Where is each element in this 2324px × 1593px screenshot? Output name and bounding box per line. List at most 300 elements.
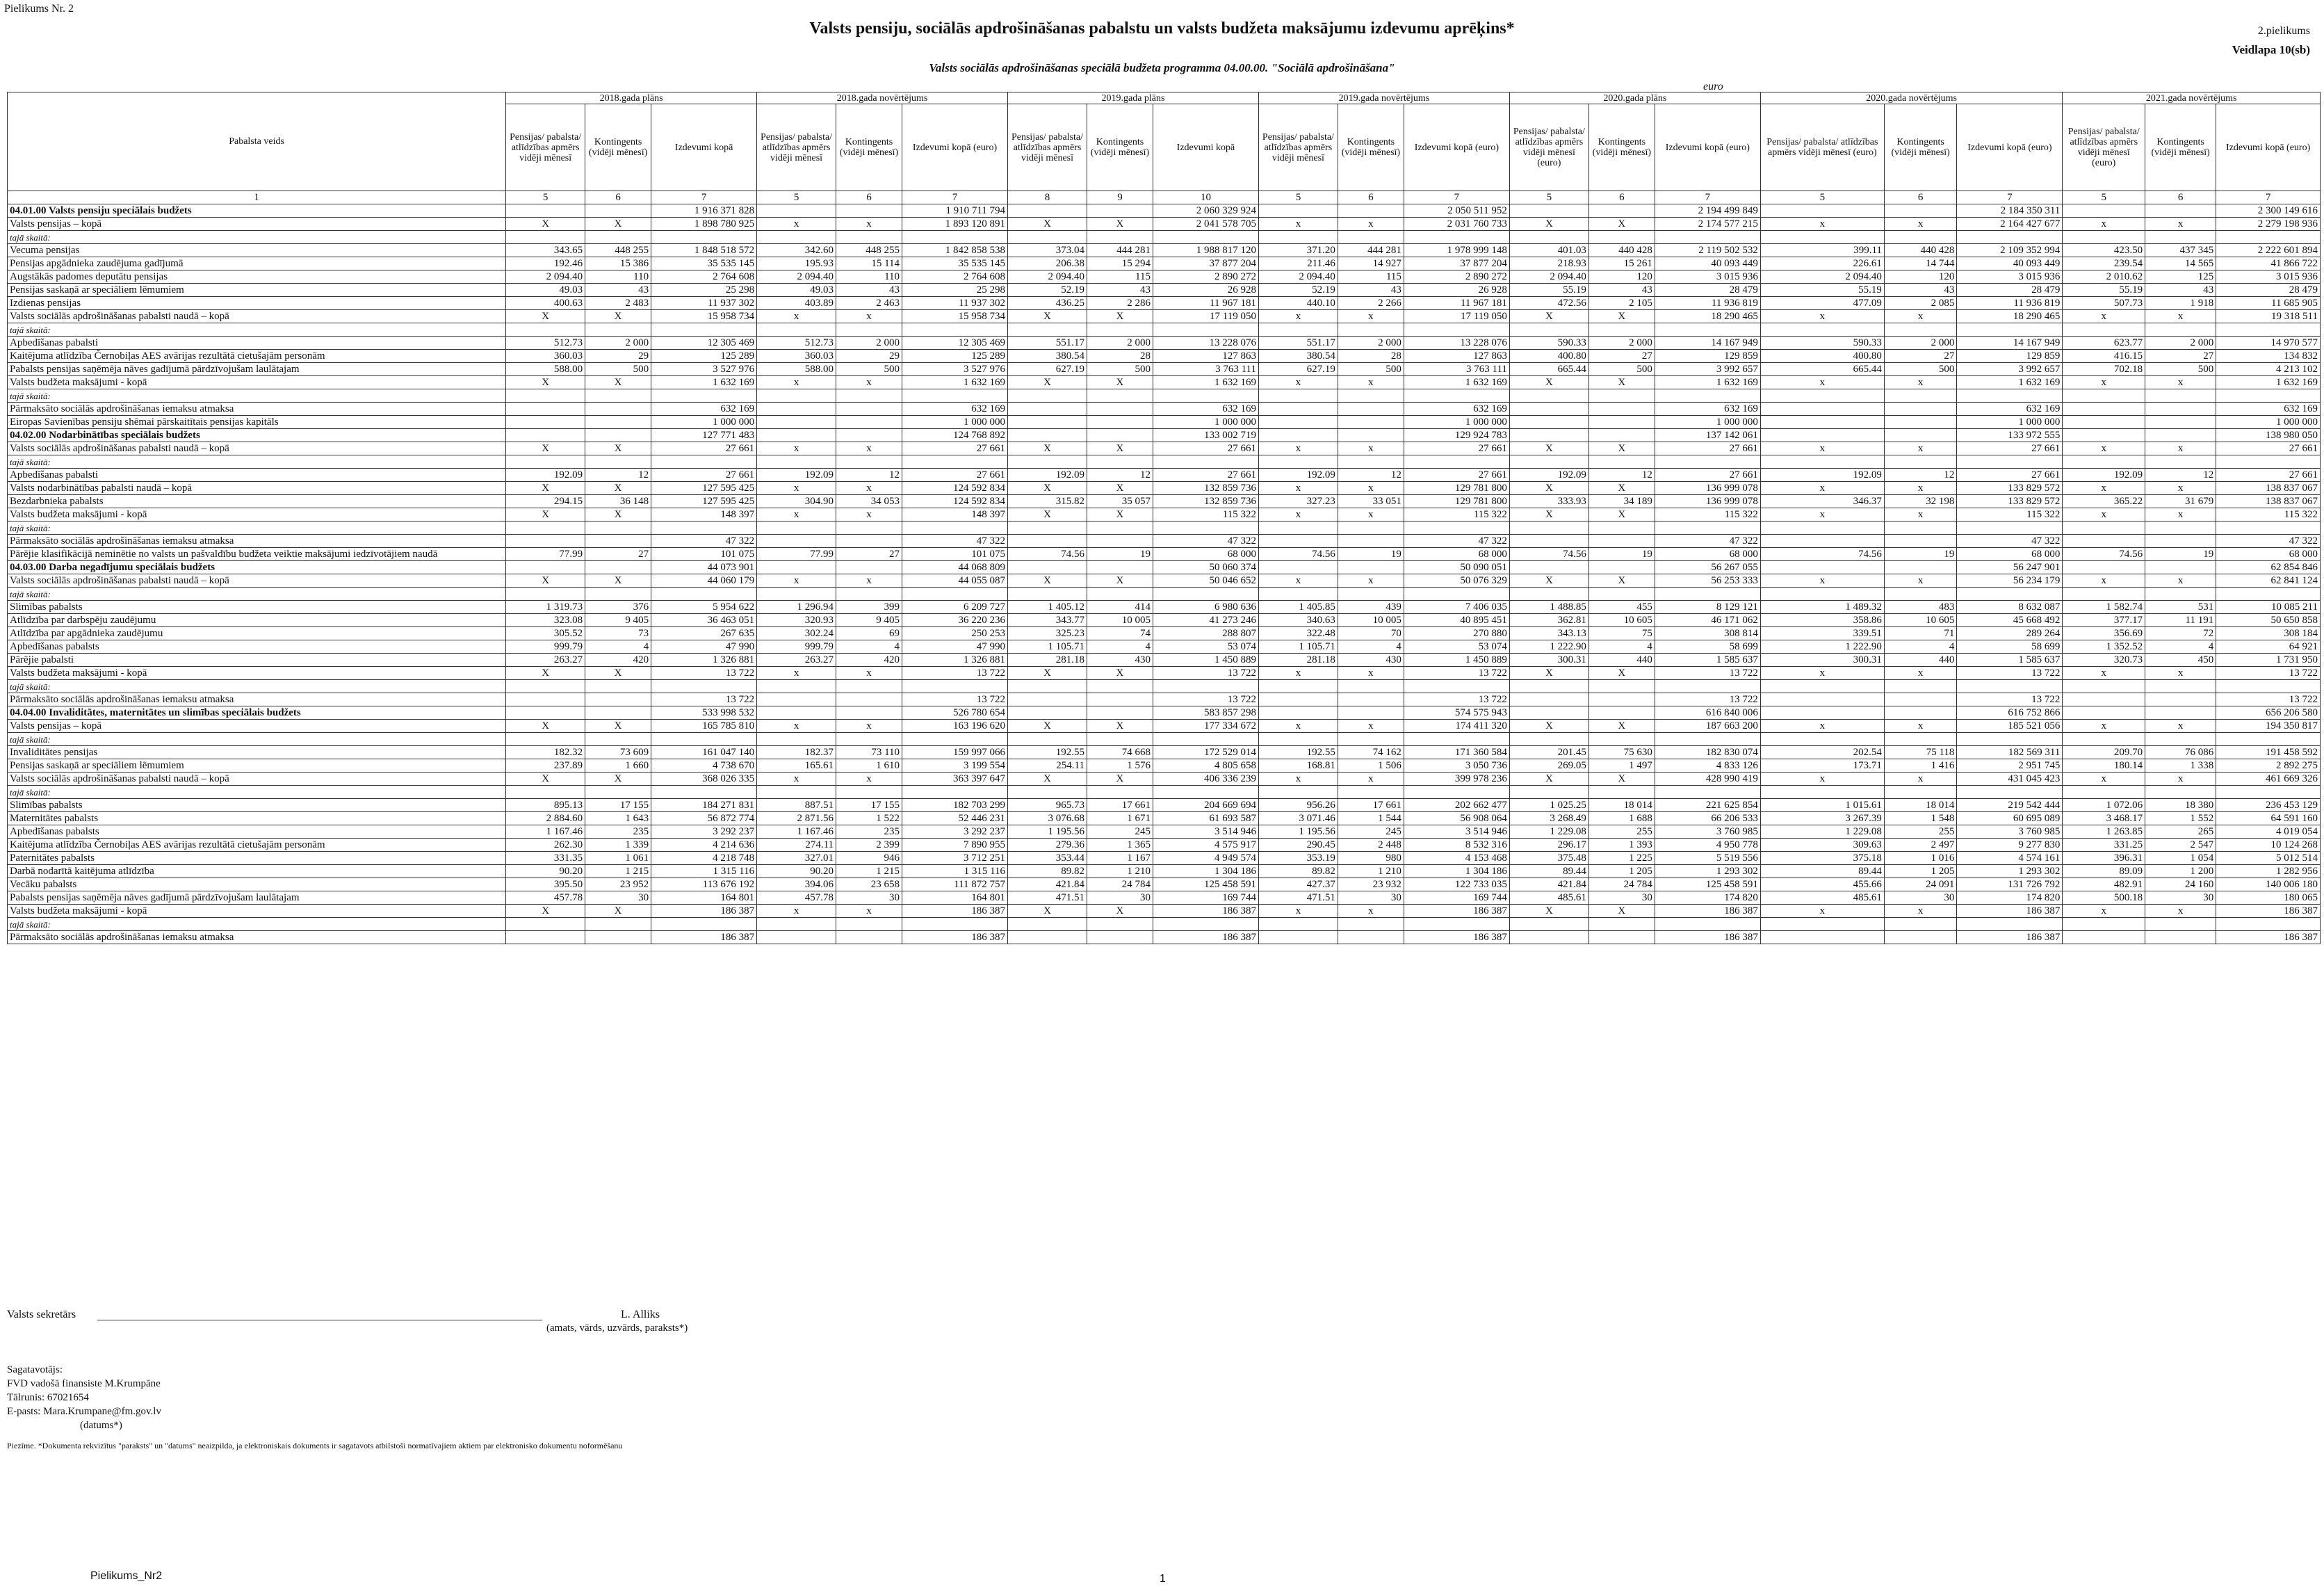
table-cell: 174 820 <box>1957 891 2063 905</box>
table-cell: 19 <box>1087 548 1153 561</box>
table-cell: 43 <box>1588 284 1655 297</box>
table-cell <box>585 931 651 944</box>
table-cell: 64 921 <box>2216 640 2321 654</box>
table-cell <box>1338 389 1404 403</box>
table-cell: 304.90 <box>757 495 836 508</box>
table-cell: 632 169 <box>2216 403 2321 416</box>
table-cell: X <box>1008 773 1087 786</box>
table-cell: 14 167 949 <box>1957 337 2063 350</box>
table-cell: X <box>1509 667 1588 680</box>
table-cell: 1 632 169 <box>1404 376 1509 389</box>
table-cell: 47 322 <box>1404 535 1509 548</box>
table-cell: 12 <box>1884 469 1956 482</box>
row-label: tajā skaitā: <box>8 680 506 693</box>
table-cell: 177 334 672 <box>1153 720 1258 733</box>
table-cell <box>1153 786 1258 799</box>
table-cell: x <box>1338 720 1404 733</box>
table-cell: 1 195.56 <box>1008 825 1087 839</box>
table-cell: 161 047 140 <box>651 746 757 759</box>
table-cell: X <box>506 376 585 389</box>
row-label: tajā skaitā: <box>8 521 506 535</box>
table-cell <box>1404 786 1509 799</box>
table-cell: x <box>2145 667 2216 680</box>
table-cell: 110 <box>585 270 651 284</box>
table-cell: 2 000 <box>585 337 651 350</box>
table-cell <box>1655 680 1760 693</box>
table-cell <box>651 231 757 244</box>
table-cell: 68 000 <box>1153 548 1258 561</box>
table-cell <box>1153 389 1258 403</box>
table-row <box>8 297 2321 310</box>
table-cell: x <box>836 720 902 733</box>
table-cell: 55.19 <box>2063 284 2145 297</box>
table-cell: 3 760 985 <box>1655 825 1760 839</box>
table-row <box>8 601 2321 614</box>
table-cell: 17 661 <box>1087 799 1153 812</box>
table-cell <box>1760 389 1884 403</box>
table-cell: 2 094.40 <box>1760 270 1884 284</box>
table-cell <box>1338 231 1404 244</box>
table-cell: 2 463 <box>836 297 902 310</box>
table-cell: 136 999 078 <box>1655 482 1760 495</box>
table-cell: 1 205 <box>1588 865 1655 878</box>
table-cell <box>1087 693 1153 706</box>
table-cell <box>1588 231 1655 244</box>
table-cell: 255 <box>1588 825 1655 839</box>
table-cell: 47 322 <box>651 535 757 548</box>
row-label: Valsts budžeta maksājumi - kopā <box>8 376 506 389</box>
table-cell <box>1258 455 1338 469</box>
table-cell: x <box>2063 720 2145 733</box>
table-cell <box>1655 521 1760 535</box>
table-cell: 1 105.71 <box>1008 640 1087 654</box>
table-cell: 450 <box>2145 654 2216 667</box>
table-cell: 62 854 846 <box>2216 561 2321 574</box>
table-cell <box>902 786 1008 799</box>
table-cell: 1 352.52 <box>2063 640 2145 654</box>
table-cell <box>1404 323 1509 337</box>
row-label: Apbedīšanas pabalsts <box>8 825 506 839</box>
table-cell <box>836 429 902 442</box>
table-cell: 1 222.90 <box>1509 640 1588 654</box>
table-cell: 45 668 492 <box>1957 614 2063 627</box>
table-cell: 414 <box>1087 601 1153 614</box>
table-cell: x <box>1338 218 1404 231</box>
table-cell: X <box>585 508 651 521</box>
table-cell: 3 292 237 <box>902 825 1008 839</box>
row-label: Pabalsts pensijas saņēmēja nāves gadījumā pārdzīvojušam laulātajam <box>8 363 506 376</box>
table-cell <box>1087 918 1153 931</box>
table-cell: 1 405.85 <box>1258 601 1338 614</box>
table-cell <box>506 455 585 469</box>
table-cell: 1 000 000 <box>902 416 1008 429</box>
table-cell: 194 350 817 <box>2216 720 2321 733</box>
table-cell: 1 195.56 <box>1258 825 1338 839</box>
table-cell <box>1338 429 1404 442</box>
table-cell: 702.18 <box>2063 363 2145 376</box>
table-cell <box>651 786 757 799</box>
table-cell: 2 884.60 <box>506 812 585 825</box>
table-cell: x <box>1258 905 1338 918</box>
table-cell <box>1588 403 1655 416</box>
table-cell <box>1258 918 1338 931</box>
row-label: tajā skaitā: <box>8 231 506 244</box>
table-cell: 180.14 <box>2063 759 2145 773</box>
table-cell: x <box>1884 773 1956 786</box>
table-cell <box>1008 429 1087 442</box>
table-cell <box>506 403 585 416</box>
header-column: Izdevumi kopā (euro) <box>902 104 1008 191</box>
table-cell: 457.78 <box>506 891 585 905</box>
table-cell <box>1760 323 1884 337</box>
header-column: Kontingents (vidēji mēnesī) <box>585 104 651 191</box>
table-row <box>8 231 2321 244</box>
currency-label: euro <box>1703 81 1723 92</box>
table-cell <box>1588 918 1655 931</box>
table-cell: X <box>1588 773 1655 786</box>
date-label: (datums*) <box>80 1420 122 1431</box>
table-cell: 113 676 192 <box>651 878 757 891</box>
table-cell: 250 253 <box>902 627 1008 640</box>
table-cell: X <box>1588 310 1655 323</box>
table-cell <box>1008 680 1087 693</box>
table-cell: 2 194 499 849 <box>1655 204 1760 218</box>
table-cell: 656 206 580 <box>2216 706 2321 720</box>
table-cell: 56 267 055 <box>1655 561 1760 574</box>
column-number: 7 <box>1404 191 1509 204</box>
table-cell: 262.30 <box>506 839 585 852</box>
table-cell: 396.31 <box>2063 852 2145 865</box>
table-cell <box>1404 389 1509 403</box>
table-cell: x <box>757 218 836 231</box>
table-cell: 2 286 <box>1087 297 1153 310</box>
table-cell: 18 014 <box>1884 799 1956 812</box>
table-cell: x <box>836 773 902 786</box>
table-cell: 50 090 051 <box>1404 561 1509 574</box>
table-cell: 47 990 <box>902 640 1008 654</box>
table-cell: 90.20 <box>757 865 836 878</box>
table-cell: 26 928 <box>1153 284 1258 297</box>
table-cell: 296.17 <box>1509 839 1588 852</box>
table-cell: 333.93 <box>1509 495 1588 508</box>
table-cell <box>1404 521 1509 535</box>
table-cell <box>1655 588 1760 601</box>
table-cell <box>1760 918 1884 931</box>
table-cell <box>1760 429 1884 442</box>
table-cell: 440.10 <box>1258 297 1338 310</box>
table-cell: 421.84 <box>1008 878 1087 891</box>
table-cell: 49.03 <box>757 284 836 297</box>
table-cell <box>1338 588 1404 601</box>
table-cell: 13 722 <box>902 693 1008 706</box>
table-cell <box>651 588 757 601</box>
table-cell: 1 210 <box>1338 865 1404 878</box>
table-cell: 23 952 <box>585 878 651 891</box>
table-cell <box>1258 680 1338 693</box>
table-cell <box>2216 786 2321 799</box>
table-cell <box>2145 535 2216 548</box>
table-cell <box>1588 706 1655 720</box>
table-cell <box>902 588 1008 601</box>
table-cell: 164 801 <box>902 891 1008 905</box>
table-cell <box>506 733 585 746</box>
table-row <box>8 429 2321 442</box>
column-number: 7 <box>2216 191 2321 204</box>
table-cell: 590.33 <box>1760 337 1884 350</box>
table-cell: x <box>836 482 902 495</box>
table-cell: 13 722 <box>651 667 757 680</box>
table-cell <box>585 918 651 931</box>
table-cell <box>506 416 585 429</box>
table-cell: 129 781 800 <box>1404 482 1509 495</box>
table-cell: x <box>1884 442 1956 455</box>
table-cell: 89.09 <box>2063 865 2145 878</box>
row-label: Augstākās padomes deputātu pensijas <box>8 270 506 284</box>
table-cell: 343.65 <box>506 244 585 257</box>
table-cell: 500.18 <box>2063 891 2145 905</box>
table-cell: 965.73 <box>1008 799 1087 812</box>
table-cell: 19 318 511 <box>2216 310 2321 323</box>
table-cell <box>1087 931 1153 944</box>
table-cell <box>1258 786 1338 799</box>
table-cell <box>757 416 836 429</box>
table-cell: 4 950 778 <box>1655 839 1760 852</box>
table-cell: 4 805 658 <box>1153 759 1258 773</box>
table-cell <box>2145 389 2216 403</box>
table-cell: 632 169 <box>1655 403 1760 416</box>
table-cell <box>2216 918 2321 931</box>
table-cell <box>757 231 836 244</box>
table-cell: 430 <box>1338 654 1404 667</box>
table-cell <box>1404 588 1509 601</box>
table-cell <box>1884 588 1956 601</box>
table-cell: 403.89 <box>757 297 836 310</box>
table-cell: 5 954 622 <box>651 601 757 614</box>
header-row-numbers <box>8 191 2321 204</box>
table-cell: 73 609 <box>585 746 651 759</box>
table-cell: 1 304 186 <box>1153 865 1258 878</box>
table-cell: 110 <box>836 270 902 284</box>
table-cell: X <box>1509 442 1588 455</box>
table-cell <box>1509 403 1588 416</box>
table-cell: 1 416 <box>1884 759 1956 773</box>
row-label: tajā skaitā: <box>8 389 506 403</box>
table-cell: 74.56 <box>1258 548 1338 561</box>
table-cell <box>1509 429 1588 442</box>
table-cell: 10 085 211 <box>2216 601 2321 614</box>
table-cell: 360.03 <box>506 350 585 363</box>
table-cell: 665.44 <box>1509 363 1588 376</box>
table-cell: x <box>1884 720 1956 733</box>
table-cell: 376 <box>585 601 651 614</box>
table-cell <box>1957 786 2063 799</box>
table-cell <box>836 693 902 706</box>
table-cell: X <box>506 667 585 680</box>
table-cell: 1 210 <box>1087 865 1153 878</box>
table-cell: 400.80 <box>1509 350 1588 363</box>
table-cell: 30 <box>1588 891 1655 905</box>
table-cell: 1 988 817 120 <box>1153 244 1258 257</box>
table-cell <box>1509 588 1588 601</box>
table-cell: 665.44 <box>1760 363 1884 376</box>
table-cell: 1 315 116 <box>651 865 757 878</box>
table-cell: 11 937 302 <box>902 297 1008 310</box>
table-cell: 1 225 <box>1588 852 1655 865</box>
table-cell <box>1760 706 1884 720</box>
table-cell: 500 <box>1087 363 1153 376</box>
table-cell: 27 661 <box>902 469 1008 482</box>
table-cell: x <box>1258 574 1338 588</box>
table-cell <box>1338 931 1404 944</box>
table-cell <box>1338 403 1404 416</box>
table-cell: 209.70 <box>2063 746 2145 759</box>
table-cell: X <box>1509 508 1588 521</box>
table-cell: 58 699 <box>1655 640 1760 654</box>
table-cell: 192.09 <box>757 469 836 482</box>
table-cell <box>757 403 836 416</box>
table-cell: 1 898 780 925 <box>651 218 757 231</box>
table-cell: 245 <box>1087 825 1153 839</box>
table-cell: 226.61 <box>1760 257 1884 270</box>
table-cell: 356.69 <box>2063 627 2145 640</box>
table-row <box>8 852 2321 865</box>
table-cell: 192.09 <box>1509 469 1588 482</box>
header-column: Pensijas/ pabalsta/ atlīdzības apmērs vidēji mēnesī (euro) <box>1760 104 1884 191</box>
table-cell <box>1338 455 1404 469</box>
table-cell: 12 305 469 <box>651 337 757 350</box>
table-cell: 30 <box>1087 891 1153 905</box>
table-cell: 288 807 <box>1153 627 1258 640</box>
table-cell: 1 393 <box>1588 839 1655 852</box>
table-cell: 125 <box>2145 270 2216 284</box>
table-cell: 455.66 <box>1760 878 1884 891</box>
table-cell: 182 703 299 <box>902 799 1008 812</box>
table-cell: 27 <box>585 548 651 561</box>
table-cell: 1 025.25 <box>1509 799 1588 812</box>
table-cell: 14 927 <box>1338 257 1404 270</box>
table-row <box>8 891 2321 905</box>
table-cell <box>1258 323 1338 337</box>
table-cell: 134 832 <box>2216 350 2321 363</box>
table-row <box>8 865 2321 878</box>
table-cell: x <box>757 376 836 389</box>
table-cell <box>1760 680 1884 693</box>
table-cell <box>2216 521 2321 535</box>
table-cell <box>1655 323 1760 337</box>
table-cell: 11 936 819 <box>1655 297 1760 310</box>
table-cell: 245 <box>1338 825 1404 839</box>
table-cell: 14 167 949 <box>1655 337 1760 350</box>
table-cell: X <box>1087 574 1153 588</box>
table-cell: 4 <box>1338 640 1404 654</box>
table-cell <box>1588 389 1655 403</box>
preparer-email: E-pasts: Mara.Krumpane@fm.gov.lv <box>7 1406 161 1417</box>
table-cell: 13 722 <box>1404 693 1509 706</box>
table-cell: 171 360 584 <box>1404 746 1509 759</box>
table-cell: 2 094.40 <box>1509 270 1588 284</box>
table-cell: 18 014 <box>1588 799 1655 812</box>
table-cell: 1 489.32 <box>1760 601 1884 614</box>
table-row <box>8 693 2321 706</box>
table-cell: 24 784 <box>1087 878 1153 891</box>
table-cell: 4 <box>1087 640 1153 654</box>
table-cell <box>1153 521 1258 535</box>
table-cell <box>1338 680 1404 693</box>
table-cell <box>836 918 902 931</box>
table-cell: 186 387 <box>1153 931 1258 944</box>
table-cell <box>1884 733 1956 746</box>
table-cell: 13 722 <box>2216 667 2321 680</box>
table-cell: X <box>1588 218 1655 231</box>
table-cell: 290.45 <box>1258 839 1338 852</box>
table-cell <box>836 535 902 548</box>
table-cell <box>2063 231 2145 244</box>
table-cell: 115 322 <box>1153 508 1258 521</box>
table-cell: 1 544 <box>1338 812 1404 825</box>
table-cell <box>2145 918 2216 931</box>
table-cell <box>1957 455 2063 469</box>
table-cell <box>836 323 902 337</box>
table-cell: 632 169 <box>1153 403 1258 416</box>
table-cell: 11 191 <box>2145 614 2216 627</box>
table-cell: 18 290 465 <box>1957 310 2063 323</box>
table-cell: 23 658 <box>836 878 902 891</box>
header-column: Izdevumi kopā (euro) <box>1404 104 1509 191</box>
header-column: Izdevumi kopā <box>651 104 757 191</box>
table-cell: X <box>1087 310 1153 323</box>
table-cell: X <box>1588 720 1655 733</box>
table-cell: 44 055 087 <box>902 574 1008 588</box>
table-cell: 56 234 179 <box>1957 574 2063 588</box>
table-row <box>8 799 2321 812</box>
table-cell <box>1258 693 1338 706</box>
row-label: Apbedīšanas pabalsti <box>8 469 506 482</box>
table-cell: 2 951 745 <box>1957 759 2063 773</box>
table-cell <box>1087 521 1153 535</box>
table-cell: 131 726 792 <box>1957 878 2063 891</box>
table-cell <box>1008 786 1087 799</box>
table-cell <box>2145 693 2216 706</box>
table-cell <box>836 521 902 535</box>
table-cell: 140 006 180 <box>2216 878 2321 891</box>
table-cell: X <box>585 376 651 389</box>
table-cell <box>1588 680 1655 693</box>
table-cell <box>2216 733 2321 746</box>
table-cell: 342.60 <box>757 244 836 257</box>
table-cell: 1 000 000 <box>1655 416 1760 429</box>
table-cell: x <box>1258 720 1338 733</box>
table-cell <box>757 931 836 944</box>
table-cell: 41 273 246 <box>1153 614 1258 627</box>
table-cell: x <box>1884 376 1956 389</box>
table-cell: x <box>1760 218 1884 231</box>
table-cell: 1 610 <box>836 759 902 773</box>
table-cell: 1 304 186 <box>1404 865 1509 878</box>
table-cell <box>836 733 902 746</box>
table-cell: 1 105.71 <box>1258 640 1338 654</box>
table-cell: 37 877 204 <box>1404 257 1509 270</box>
table-cell: 27 661 <box>1957 442 2063 455</box>
table-cell: 2 266 <box>1338 297 1404 310</box>
table-cell <box>1760 588 1884 601</box>
table-row <box>8 905 2321 918</box>
table-cell: x <box>1338 310 1404 323</box>
table-cell: 43 <box>836 284 902 297</box>
row-label: tajā skaitā: <box>8 733 506 746</box>
table-cell: x <box>2145 310 2216 323</box>
table-cell: 1 632 169 <box>2216 376 2321 389</box>
table-cell: X <box>1008 376 1087 389</box>
